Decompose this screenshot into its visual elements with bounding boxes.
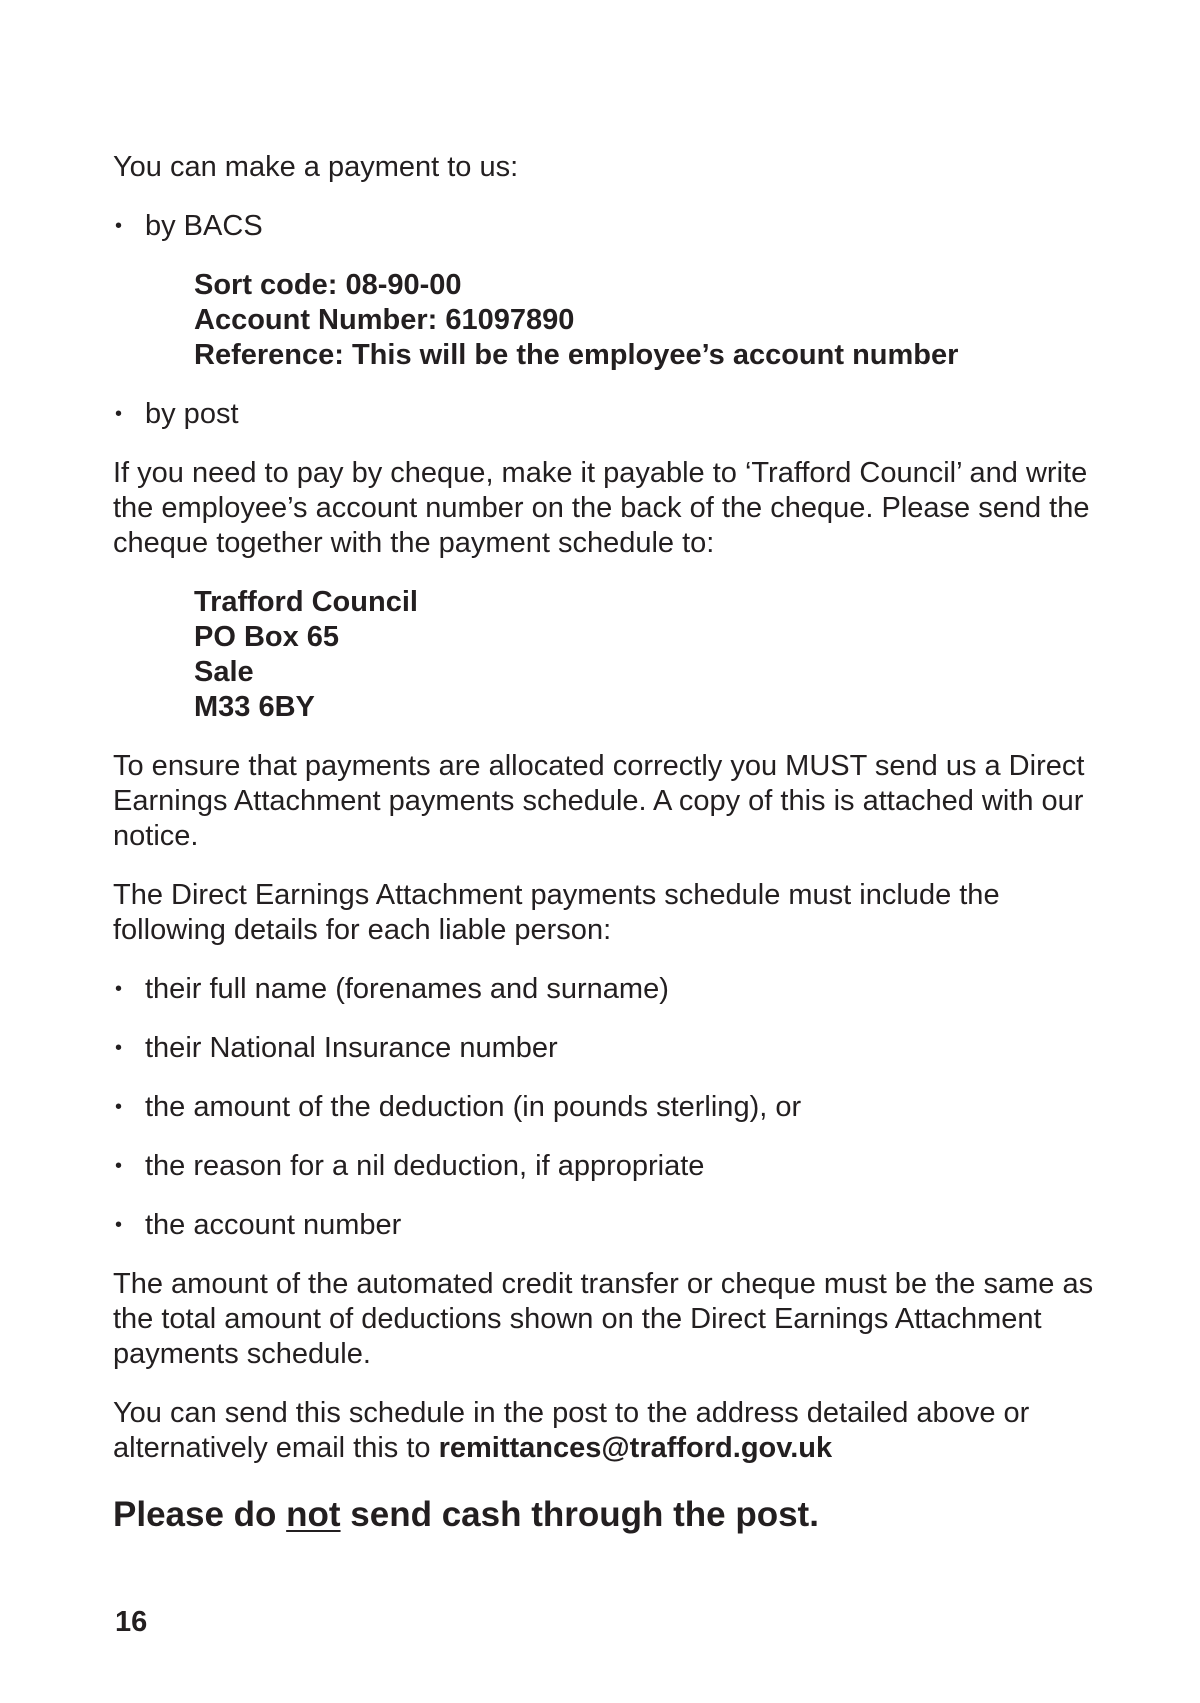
bank-details [194,268,1113,373]
postal-address [194,585,1113,725]
warning-part2: send cash through the post. [340,1495,819,1534]
detail-item: • the account number [113,1208,1113,1243]
sort-code: Sort code: 08-90-00 [194,269,462,301]
page-number: 16 [115,1606,148,1638]
warning-emphasis: not [286,1495,341,1534]
payment-reference: Reference: This will be the employee’s account number [194,339,959,371]
schedule-text: The Direct Earnings Attachment payments schedule must include the following details for each liable person: [113,879,1000,946]
address-line: PO Box 65 [194,621,340,653]
amount-text: The amount of the automated credit transfer or cheque must be the same as the total amount of deductions shown on the Direct Earnings Attachment payments schedule. [113,1268,1094,1370]
bullet-post: • by post [113,397,1113,432]
detail-item: • the reason for a nil deduction, if appropriate [113,1149,1113,1184]
email-intro: You can send this schedule in the post to the address detailed above or alternatively email this to [113,1397,1030,1464]
cash-warning [113,1494,1113,1536]
address-line: M33 6BY [194,691,315,723]
allocation-text: To ensure that payments are allocated correctly you MUST send us a Direct Earnings Attachment payments schedule. A copy of this is attached with our notice. [113,750,1085,852]
address-line: Trafford Council [194,586,418,618]
account-number: Account Number: 61097890 [194,304,575,336]
detail-item: • their full name (forenames and surname) [113,972,1113,1007]
address-line: Sale [194,656,254,688]
detail-item: • the amount of the deduction (in pounds sterling), or [113,1090,1113,1125]
detail-item: • their National Insurance number [113,1031,1113,1066]
warning-part1: Please do [113,1495,287,1534]
email-address[interactable]: remittances@trafford.gov.uk [438,1432,833,1464]
email-paragraph [113,1396,1113,1466]
bullet-bacs: • by BACS [113,209,1113,244]
intro-text: You can make a payment to us: [113,151,519,183]
document-body [113,150,1113,1536]
cheque-instructions: If you need to pay by cheque, make it payable to ‘Trafford Council’ and write the employee’s account number on the back of the cheque. Please send the cheque together with the payment schedule to: [113,457,1090,559]
